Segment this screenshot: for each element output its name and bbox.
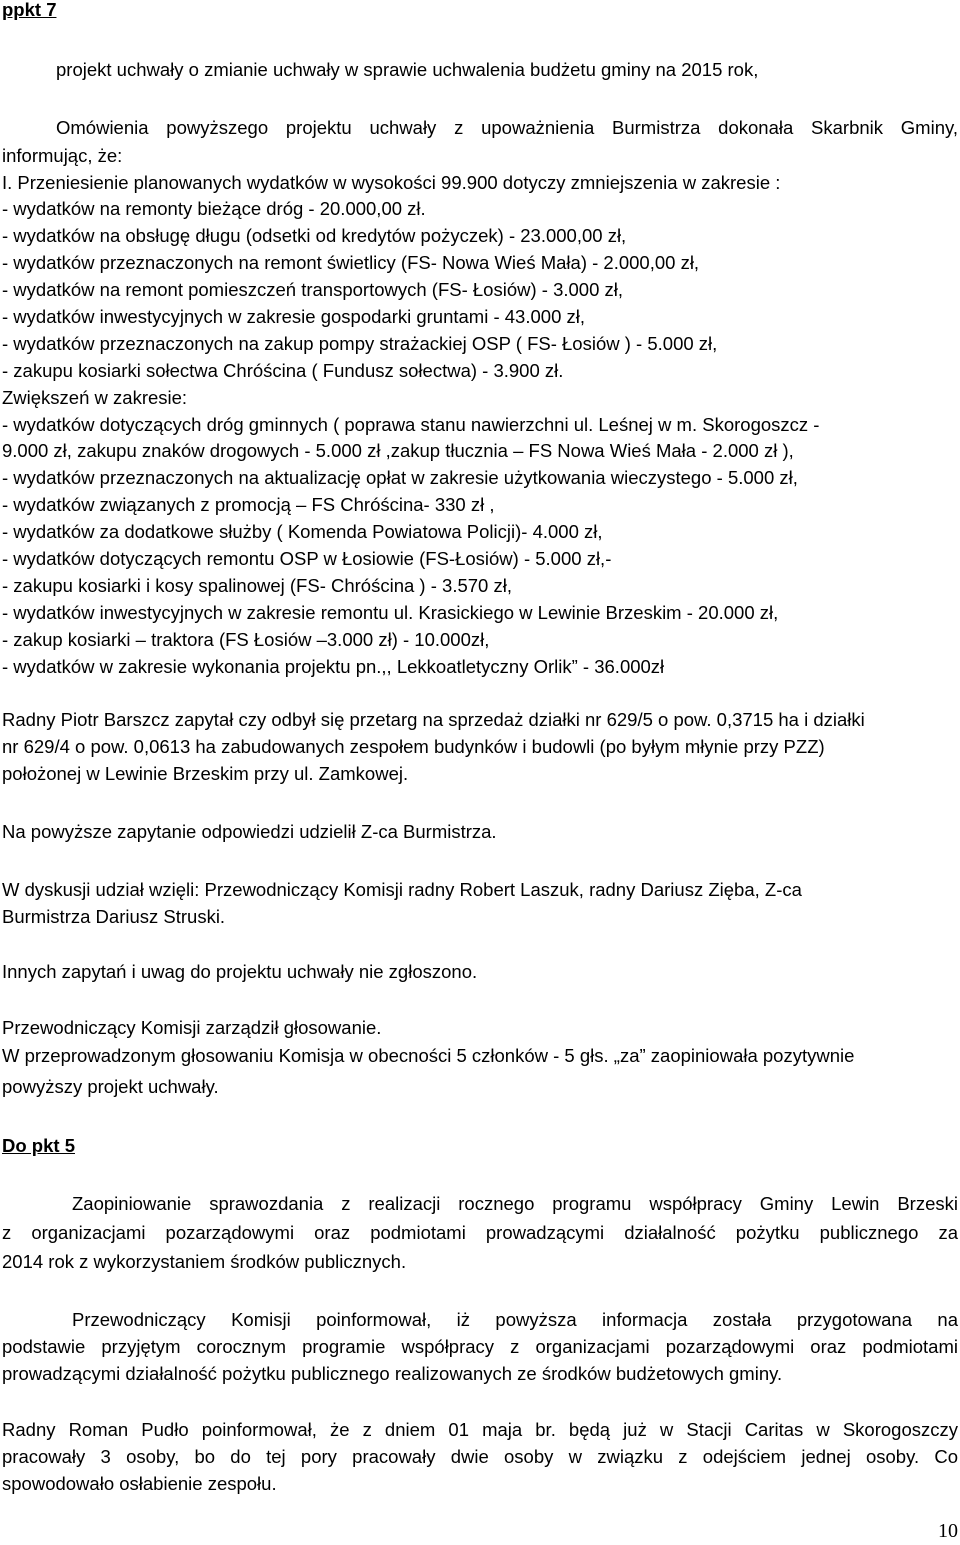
section-intro-line: 2014 rok z wykorzystaniem środków publicznych. (2, 1251, 407, 1272)
list-item: - wydatków dotyczących dróg gminnych ( poprawa stanu nawierzchni ul. Leśnej w m. Skorogoszcz - (2, 414, 820, 435)
question-line: położonej w Lewinie Brzeskim przy ul. Zamkowej. (2, 763, 409, 784)
list-item: - wydatków za dodatkowe służby ( Komenda Powiatowa Policji)- 4.000 zł, (2, 521, 603, 542)
section-intro-line: Zaopiniowanie sprawozdania z realizacji rocznego programu współpracy Gminy Lewin Brzeski (72, 1193, 958, 1214)
section-heading: Do pkt 5 (2, 1135, 75, 1156)
list-item: 9.000 zł, zakupu znaków drogowych - 5.000 zł ,zakup tłucznia – FS Nowa Wieś Mała - 2.000 zł ), (2, 440, 794, 461)
participants-line: Burmistrza Dariusz Struski. (2, 906, 226, 927)
list-item: - wydatków dotyczących remontu OSP w Łosiowie (FS-Łosiów) - 5.000 zł,- (2, 548, 612, 569)
caritas-line: spowodowało osłabienie zespołu. (2, 1473, 277, 1494)
list-item: - wydatków przeznaczonych na remont świetlicy (FS- Nowa Wieś Mała) - 2.000,00 zł, (2, 252, 700, 273)
section-intro-line: z organizacjami pozarządowymi oraz podmiotami prowadzącymi działalność pożytku publicznego za (2, 1222, 958, 1243)
discussion-line: I. Przeniesienie planowanych wydatków w wysokości 99.900 dotyczy zmniejszenia w zakresie : (2, 172, 781, 193)
discussion-line: Omówienia powyższego projektu uchwały z upoważnienia Burmistrza dokonała Skarbnik Gminy, (56, 117, 958, 138)
chair-info-line: prowadzącymi działalność pożytku publicznego realizowanych ze środków budżetowych gminy. (2, 1363, 783, 1384)
list-item: - zakup kosiarki – traktora (FS Łosiów –3.000 zł) - 10.000zł, (2, 629, 490, 650)
list-item: - zakupu kosiarki i kosy spalinowej (FS- Chróścina ) - 3.570 zł, (2, 575, 512, 596)
vote-line: powyższy projekt uchwały. (2, 1076, 219, 1097)
intro-line: projekt uchwały o zmianie uchwały w sprawie uchwalenia budżetu gminy na 2015 rok, (56, 59, 759, 80)
page-number: 10 (938, 1520, 958, 1542)
chair-info-line: Przewodniczący Komisji poinformował, iż powyższa informacja została przygotowana na (72, 1309, 958, 1330)
participants-line: W dyskusji udział wzięli: Przewodniczący Komisji radny Robert Laszuk, radny Dariusz Zięba, Z-ca (2, 879, 802, 900)
list-item: - wydatków na remonty bieżące dróg - 20.000,00 zł. (2, 198, 426, 219)
no-questions-line: Innych zapytań i uwag do projektu uchwały nie zgłoszono. (2, 961, 478, 982)
list-item: - wydatków przeznaczonych na zakup pompy strażackiej OSP ( FS- Łosiów ) - 5.000 zł, (2, 333, 718, 354)
vote-line: W przeprowadzonym głosowaniu Komisja w obecności 5 członków - 5 głs. „za” zaopiniowała pozytywnie (2, 1045, 855, 1066)
heading: ppkt 7 (2, 0, 57, 20)
list-item: - wydatków inwestycyjnych w zakresie remontu ul. Krasickiego w Lewinie Brzeskim - 20.000 zł, (2, 602, 779, 623)
vote-line: Przewodniczący Komisji zarządził głosowanie. (2, 1017, 382, 1038)
list-item: - wydatków inwestycyjnych w zakresie gospodarki gruntami - 43.000 zł, (2, 306, 585, 327)
caritas-line: pracowały 3 osoby, bo do tej pory pracowały dwie osoby w związku z odejściem jednej osoby. Co (2, 1446, 958, 1467)
discussion-line: informując, że: (2, 145, 123, 166)
question-line: nr 629/4 o pow. 0,0613 ha zabudowanych zespołem budynków i budowli (po byłym młynie przy PZZ) (2, 736, 825, 757)
question-line: Radny Piotr Barszcz zapytał czy odbył się przetarg na sprzedaż działki nr 629/5 o pow. 0,3715 ha i działki (2, 709, 865, 730)
list-item: - wydatków związanych z promocją – FS Chróścina- 330 zł , (2, 494, 495, 515)
list-item: - wydatków w zakresie wykonania projektu pn.,, Lekkoatletyczny Orlik” - 36.000zł (2, 656, 665, 677)
caritas-line: Radny Roman Pudło poinformował, że z dniem 01 maja br. będą już w Stacji Caritas w Skorogoszczy (2, 1419, 958, 1440)
list-item: - wydatków przeznaczonych na aktualizację opłat w zakresie użytkowania wieczystego - 5.000 zł, (2, 467, 798, 488)
chair-info-line: podstawie przyjętym corocznym programie współpracy z organizacjami pozarządowymi oraz podmiotami (2, 1336, 958, 1357)
list-item: - wydatków na obsługę długu (odsetki od kredytów pożyczek) - 23.000,00 zł, (2, 225, 627, 246)
list-item: - wydatków na remont pomieszczeń transportowych (FS- Łosiów) - 3.000 zł, (2, 279, 624, 300)
subheading: Zwiększeń w zakresie: (2, 387, 188, 408)
answer-line: Na powyższe zapytanie odpowiedzi udzielił Z-ca Burmistrza. (2, 821, 497, 842)
list-item: - zakupu kosiarki sołectwa Chróścina ( Fundusz sołectwa) - 3.900 zł. (2, 360, 564, 381)
